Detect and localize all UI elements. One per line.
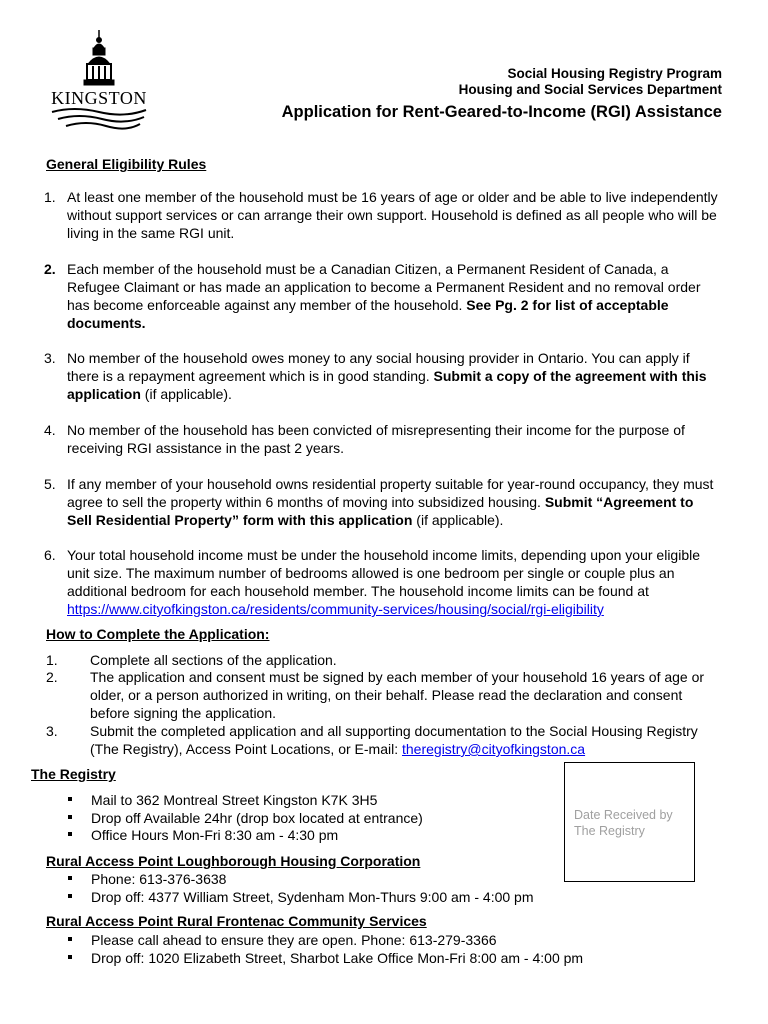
eligibility-heading: General Eligibility Rules [46,156,207,172]
howto-heading: How to Complete the Application: [46,626,270,642]
step-number: 1. [46,652,58,668]
bullet-icon [68,894,72,898]
rule-text: Each member of the household must be a Canadian Citizen, a Permanent Resident of Canada, a Refugee Claimant or has made an application to become a Permanent Resident and no removal order has become enforceable against any member of the household. See Pg. 2 for list of acceptable documents. [67,261,701,331]
loughborough-heading: Rural Access Point Loughborough Housing Corporation [46,853,421,869]
page-title: Application for Rent-Geared-to-Income (RGI) Assistance [281,103,722,121]
rule-emphasis: Submit a copy of the agreement with this application [67,368,707,402]
registry-email-link[interactable]: theregistry@cityofkingston.ca [402,741,586,757]
logo-text: KINGSTON [51,88,147,108]
rule-text: Your total household income must be under the household income limits, depending upon your eligible unit size. The maximum number of bedrooms allowed is one bedroom per single or couple plus an additional bedroom for each household member. The household income limits can be found at https://www.cityofkingston.ca/residents/community-services/housing/social/rgi-eligibility [67,547,701,617]
rule-emphasis: See Pg. 2 for list of acceptable documents. [67,297,669,331]
rule-number: 2. [44,261,56,277]
rule-number: 3. [44,350,56,366]
step-number: 2. [46,669,58,685]
bullet-icon [68,797,72,801]
step-number: 3. [46,723,58,739]
step-text: The application and consent must be signed by each member of your household 16 years of age or older, or a person authorized in writing, on their behalf. Please read the declaration and consent before signing the application. [90,669,705,721]
bullet-icon [68,937,72,941]
bullet-icon [68,832,72,836]
bullet-icon [68,815,72,819]
bullet-icon [68,955,72,959]
rule-text: No member of the household owes money to any social housing provider in Ontario. You can apply if there is a repayment agreement which is in good standing. Submit a copy of the agreement with this application (if applicable). [67,350,707,402]
rule-text: No member of the household has been convicted of misrepresenting their income for the purpose of receiving RGI assistance in the past 2 years. [67,422,685,456]
rule-text: If any member of your household owns residential property suitable for year-round occupancy, they must agree to sell the property within 6 months of moving into subsidized housing. Submit “Agreement to Sell Residential Property” form with this application (if applicable). [67,476,714,528]
rule-number: 4. [44,422,56,438]
registry-heading: The Registry [31,766,116,782]
rule-number: 1. [44,189,56,205]
kingston-logo [44,28,154,138]
step-text: Complete all sections of the application. [90,652,337,668]
step-text: Submit the completed application and all supporting documentation to the Social Housing Registry (The Registry), Access Point Locations, or E-mail: theregistry@cityofkingston.ca [90,723,698,757]
rule-number: 5. [44,476,56,492]
bullet-icon [68,876,72,880]
department-name: Housing and Social Services Department [458,82,722,97]
rgi-eligibility-link[interactable]: https://www.cityofkingston.ca/residents/community-services/housing/social/rgi-eligibility [67,601,604,617]
date-received-box[interactable] [564,762,695,882]
frontenac-heading: Rural Access Point Rural Frontenac Community Services [46,913,427,929]
rule-emphasis: Submit “Agreement to Sell Residential Property” form with this application [67,494,694,528]
rule-text: At least one member of the household must be 16 years of age or older and be able to live independently without support services or can arrange their own support. Household is defined as all people who will be living in the same RGI unit. [67,189,718,241]
date-received-label: Date Received by The Registry [574,808,673,838]
program-name: Social Housing Registry Program [507,66,722,81]
rule-number: 6. [44,547,56,563]
